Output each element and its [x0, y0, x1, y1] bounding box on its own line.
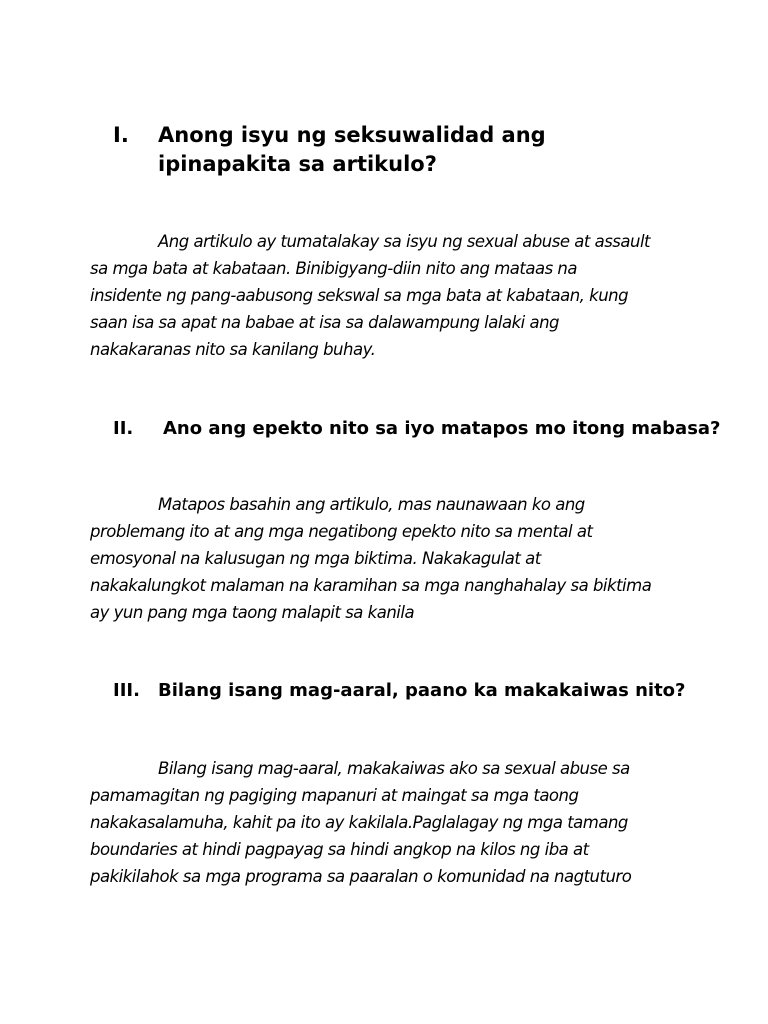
body-line: saan isa sa apat na babae at isa sa dalawampung lalaki ang — [90, 313, 559, 332]
section-heading-line: Bilang isang mag-aaral, paano ka makakaiwas nito? — [158, 680, 686, 701]
section-heading-2 — [113, 415, 733, 443]
body-line: problemang ito at ang mga negatibong epekto nito sa mental at — [90, 522, 593, 541]
body-line: nakakalungkot malaman na karamihan sa mga nanghahalay sa biktima — [90, 576, 652, 595]
body-line: pakikilahok sa mga programa sa paaralan o komunidad na nagtuturo — [90, 867, 632, 886]
section-heading-line: Ano ang epekto nito sa iyo matapos mo itong mabasa? — [163, 418, 721, 439]
body-line: emosyonal na kalusugan ng mga biktima. Nakakagulat at — [90, 549, 541, 568]
body-line: boundaries at hindi pagpayag sa hindi angkop na kilos ng iba at — [90, 840, 589, 859]
body-line: nakakasalamuha, kahit pa ito ay kakilala.Paglalagay ng mga tamang — [90, 813, 628, 832]
body-line: ay yun pang mga taong malapit sa kanila — [90, 603, 415, 622]
body-line: Bilang isang mag-aaral, makakaiwas ako sa sexual abuse sa — [158, 759, 630, 778]
body-line: Matapos basahin ang artikulo, mas naunawaan ko ang — [158, 495, 585, 514]
section-number-1: I. — [113, 123, 129, 147]
section-heading-3 — [113, 677, 733, 705]
body-line: insidente ng pang-aabusong sekswal sa mga bata at kabataan, kung — [90, 286, 629, 305]
body-line: Ang artikulo ay tumatalakay sa isyu ng sexual abuse at assault — [158, 232, 651, 251]
section-number-3: III. — [113, 680, 140, 701]
section-number-2: II. — [113, 418, 134, 439]
body-line: nakakaranas nito sa kanilang buhay. — [90, 340, 376, 359]
section-heading-line: ipinapakita sa artikulo? — [158, 152, 437, 176]
body-line: pamamagitan ng pagiging mapanuri at maingat sa mga taong — [90, 786, 579, 805]
body-line: sa mga bata at kabataan. Binibigyang-diin nito ang mataas na — [90, 259, 577, 278]
section-heading-1 — [113, 121, 673, 179]
section-body-1 — [90, 228, 680, 363]
section-body-3 — [90, 755, 680, 890]
section-body-2 — [90, 491, 680, 626]
section-heading-line: Anong isyu ng seksuwalidad ang — [158, 123, 546, 147]
